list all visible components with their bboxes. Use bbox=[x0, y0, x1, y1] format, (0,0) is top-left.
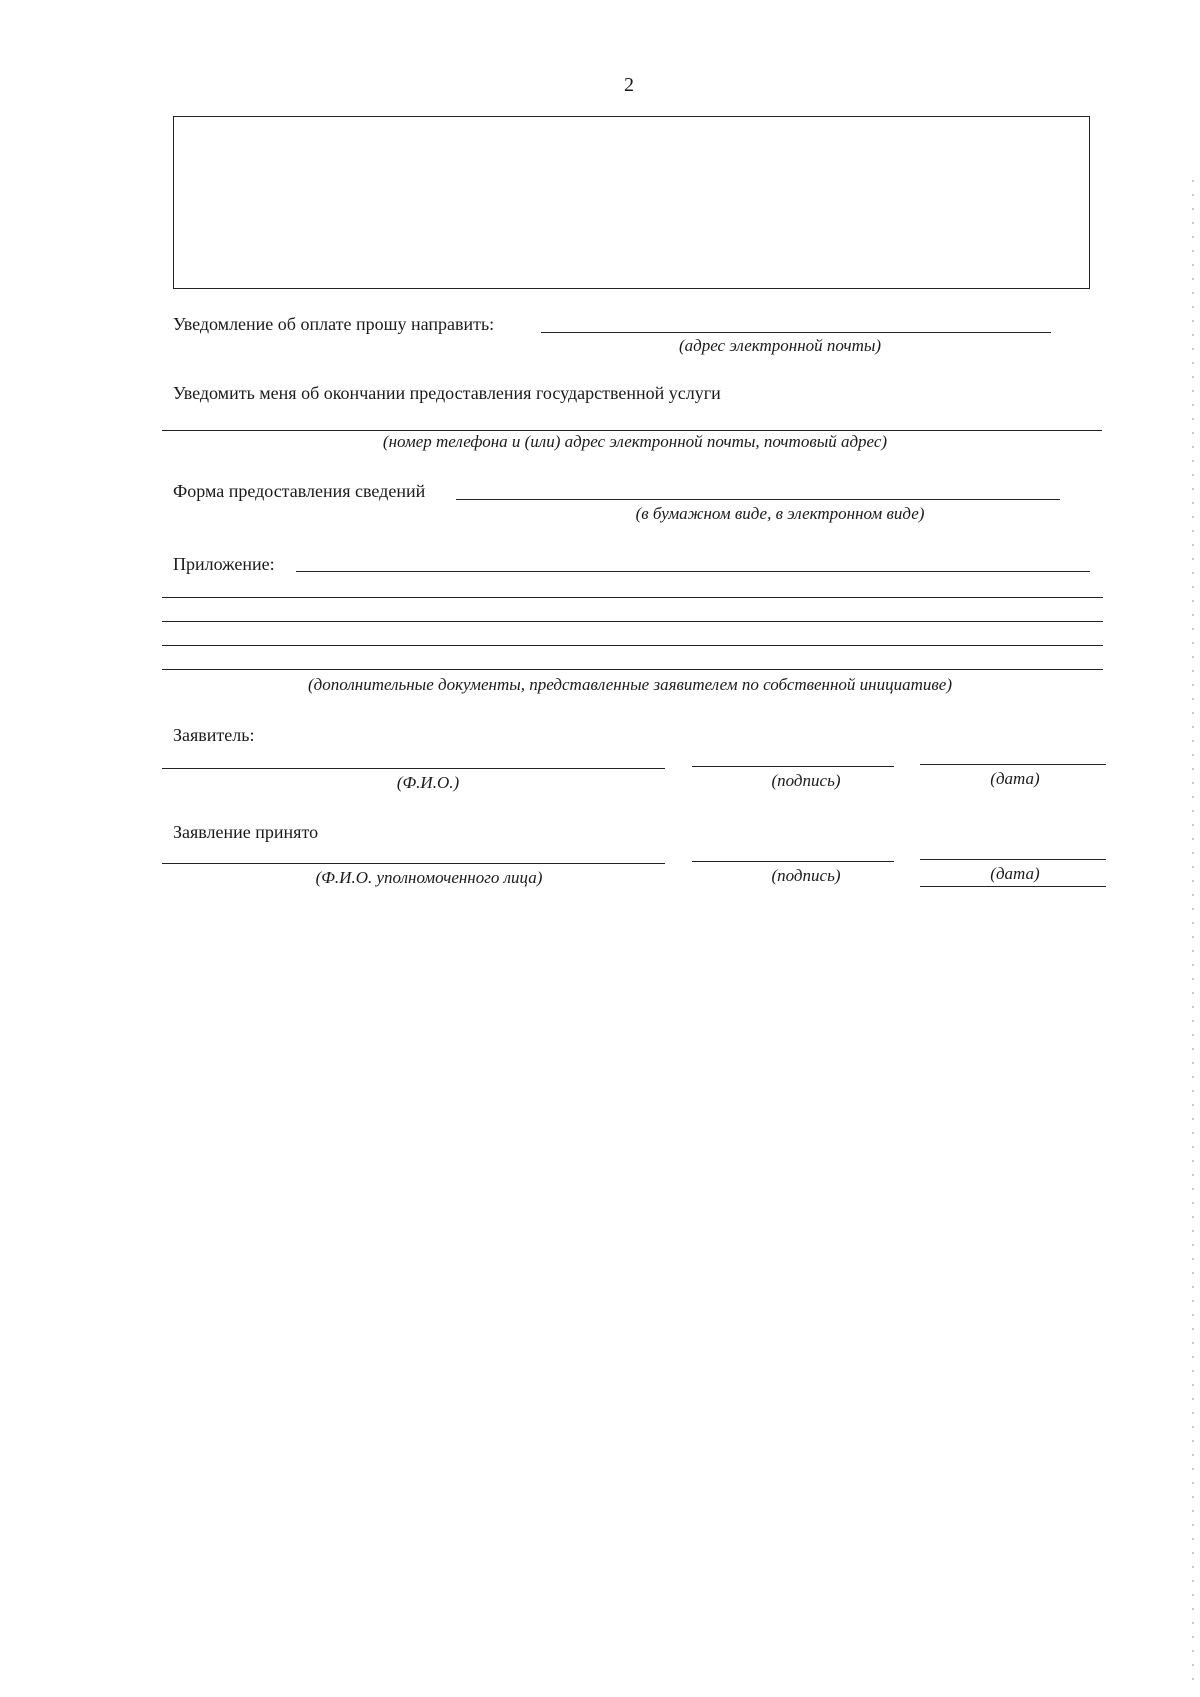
accepted-signature-field[interactable] bbox=[692, 861, 894, 862]
attachment-label: Приложение: bbox=[173, 554, 275, 574]
scan-edge-artifact bbox=[1192, 180, 1194, 1680]
attachment-line-3[interactable] bbox=[162, 621, 1103, 622]
attachment-line-2[interactable] bbox=[162, 597, 1103, 598]
payment-notice-label: Уведомление об оплате прошу направить: bbox=[173, 314, 495, 334]
attachment-line-4[interactable] bbox=[162, 645, 1103, 646]
accepted-label: Заявление принято bbox=[173, 822, 319, 842]
attachment-hint: (дополнительные документы, представленные заявителем по собственной инициативе) bbox=[308, 675, 952, 694]
accepted-date-underline bbox=[920, 886, 1106, 887]
empty-form-box bbox=[173, 116, 1090, 289]
accepted-name-field[interactable] bbox=[162, 863, 665, 864]
completion-notice-label: Уведомить меня об окончании предоставления государственной услуги bbox=[173, 383, 721, 403]
accepted-signature-hint: (подпись) bbox=[771, 866, 841, 885]
payment-notice-email-field[interactable] bbox=[541, 332, 1051, 333]
applicant-signature-hint: (подпись) bbox=[771, 771, 841, 790]
delivery-form-field[interactable] bbox=[456, 499, 1060, 500]
applicant-name-hint: (Ф.И.О.) bbox=[396, 773, 460, 792]
applicant-signature-field[interactable] bbox=[692, 766, 894, 767]
completion-notice-contact-field[interactable] bbox=[162, 430, 1102, 431]
applicant-date-field[interactable] bbox=[920, 764, 1106, 765]
completion-notice-hint: (номер телефона и (или) адрес электронной почты, почтовый адрес) bbox=[382, 432, 888, 451]
attachment-line-5[interactable] bbox=[162, 669, 1103, 670]
delivery-form-hint: (в бумажном виде, в электронном виде) bbox=[635, 504, 925, 523]
applicant-date-hint: (дата) bbox=[990, 769, 1040, 788]
page-number: 2 bbox=[624, 74, 634, 96]
applicant-label: Заявитель: bbox=[173, 725, 255, 745]
accepted-date-hint: (дата) bbox=[990, 864, 1040, 883]
delivery-form-label: Форма предоставления сведений bbox=[173, 481, 426, 501]
applicant-name-field[interactable] bbox=[162, 768, 665, 769]
payment-notice-hint: (адрес электронной почты) bbox=[678, 336, 882, 355]
accepted-name-hint: (Ф.И.О. уполномоченного лица) bbox=[315, 868, 543, 887]
attachment-line-1[interactable] bbox=[296, 571, 1090, 572]
accepted-date-field[interactable] bbox=[920, 859, 1106, 860]
